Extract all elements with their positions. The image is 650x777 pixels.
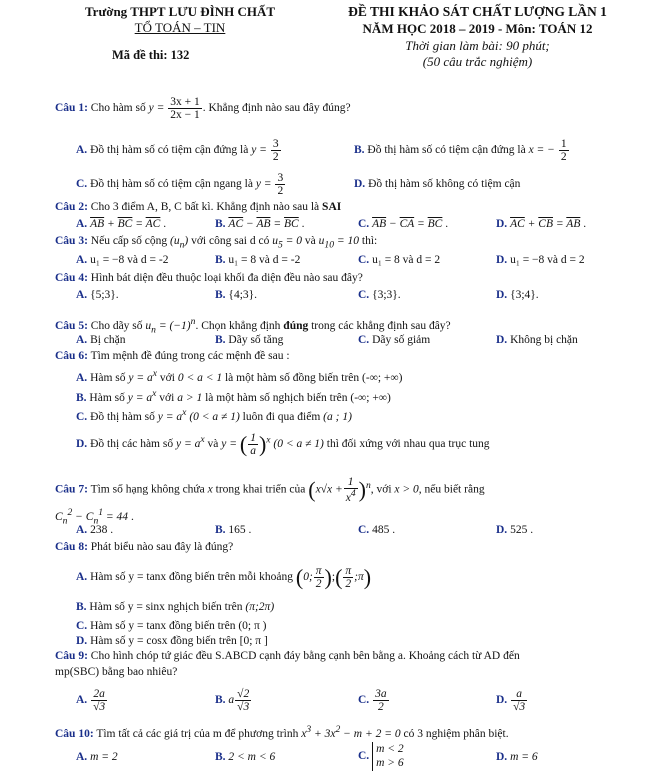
q1-post: . Khẳng định nào sau đây đúng? <box>202 102 351 115</box>
exam-year: NĂM HỌC 2018 – 2019 - Môn: TOÁN 12 <box>362 21 593 36</box>
q1-func-num: 3x + 1 <box>170 96 200 108</box>
q2-option-a[interactable]: A. $\overline{AB} + \overline{BC} = \overline{AC}$ . <box>76 218 167 230</box>
q5-option-d[interactable]: D. Không bị chặn <box>496 334 578 346</box>
q4-option-c[interactable]: C. {3;3}. <box>358 289 401 301</box>
q8-option-d[interactable]: D. Hàm số y = cosx đồng biến trên [0; π ] <box>76 635 268 647</box>
question-9: Câu 9: Cho hình chóp tứ giác đều S.ABCD cạnh đáy bằng cạnh bên bằng a. Khoảng cách từ AD đến <box>55 650 520 662</box>
exam-count: (50 câu trắc nghiệm) <box>422 54 533 69</box>
exam-code: Mã đề thi: 132 <box>112 48 190 62</box>
q6-option-c[interactable]: C. Đồ thị hàm số $y = a^x$ (0 < a ≠ 1) luôn đi qua điểm (a ; 1) <box>76 407 352 423</box>
q3-option-d[interactable]: D. u₁ = −8 và d = 2 <box>496 254 585 266</box>
q1-option-c[interactable]: C. Đồ thị hàm số có tiệm cận ngang là y = $\frac{3}{2}$ <box>76 172 284 198</box>
q1-func-den: 2x − 1 <box>170 109 200 122</box>
q9-option-c[interactable]: C. $\frac{3a}{2}$ <box>358 688 387 714</box>
q1-label: Câu 1: <box>55 102 88 115</box>
q8-option-b[interactable]: B. Hàm số y = sinx nghịch biến trên (π;2π) <box>76 601 275 613</box>
q1-pre: Cho hàm số <box>90 102 146 115</box>
question-10: Câu 10: Tìm tất cả các giá trị của m để phương trình $x^3 + 3x^2 - m + 2 = 0$ có 3 nghiệm phân biệt. <box>55 724 509 740</box>
q7-condition: $C_n^2 - C_n^1 = 44$ . <box>55 507 134 527</box>
q5-option-b[interactable]: B. Dãy số tăng <box>215 334 284 346</box>
q5-option-a[interactable]: A. Bị chặn <box>76 334 126 346</box>
question-1: Câu 1: Cho hàm số y = $\frac{3x + 1}{2x - 1}$ . Khẳng định nào sau đây đúng? <box>55 96 351 122</box>
exam-title: ĐỀ THI KHẢO SÁT CHẤT LƯỢNG LẦN 1 <box>348 4 607 19</box>
q9-option-b[interactable]: B. a $\frac{√2}{√3}$ <box>215 688 250 714</box>
q1-option-d[interactable]: D. Đồ thị hàm số không có tiệm cận <box>354 178 521 190</box>
q8-option-c[interactable]: C. Hàm số y = tanx đồng biến trên (0; π ) <box>76 620 267 632</box>
q4-option-d[interactable]: D. {3;4}. <box>496 289 539 301</box>
question-5: Câu 5: Cho dãy số $u_n = (-1)^n$. Chọn khẳng định đúng trong các khẳng định sau đây? <box>55 316 451 336</box>
question-6: Câu 6: Tìm mệnh đề đúng trong các mệnh đề sau : <box>55 350 290 362</box>
q10-option-b[interactable]: B. 2 < m < 6 <box>215 751 276 763</box>
q8-option-a[interactable]: A. Hàm số y = tanx đồng biến trên mỗi khoảng (0; $\frac{\pi}{2}$ );( $\frac{\pi}{2}$ ;π) <box>76 564 372 591</box>
question-4: Câu 4: Hình bát diện đều thuộc loại khối đa diện đều nào sau đây? <box>55 272 363 284</box>
q10-option-d[interactable]: D. m = 6 <box>496 751 538 763</box>
q5-option-c[interactable]: C. Dãy số giảm <box>358 334 431 346</box>
q2-option-c[interactable]: C. $\overline{AB} - \overline{CA} = \overline{BC}$ . <box>358 218 449 230</box>
q1-option-b[interactable]: B. Đồ thị hàm số có tiệm cận đứng là x = − $\frac{1}{2}$ <box>354 138 567 164</box>
q4-option-a[interactable]: A. {5;3}. <box>76 289 119 301</box>
q6-option-b[interactable]: B. Hàm số $y = a^x$ với a > 1 là một hàm số nghịch biến trên (-∞; +∞) <box>76 388 391 404</box>
q7-option-c[interactable]: C. 485 . <box>358 524 396 536</box>
q2-keyword: SAI <box>322 201 342 213</box>
q3-option-c[interactable]: C. u₁ = 8 và d = 2 <box>358 254 441 266</box>
q7-option-a[interactable]: A. 238 . <box>76 524 114 536</box>
q2-option-b[interactable]: B. $\overline{AC} - \overline{AB} = \overline{BC}$ . <box>215 218 305 230</box>
q6-option-d[interactable]: D. Đồ thị các hàm số $y = a^x$ và y = ( $\frac{1}{a}$ )$^x$ (0 < a ≠ 1) thì đối xứng với nhau qua trục tung <box>76 431 490 458</box>
question-7: Câu 7: Tìm số hạng không chứa x trong khai triển của (x√x + $\frac{1}{x^4}$ )$^n$, với x > 0, nếu biết rằng <box>55 476 485 504</box>
question-3: Câu 3: Nếu cấp số cộng $(u_n)$ với công sai d có $u_5 = 0$ và $u_{10} = 10$ thì: <box>55 235 378 251</box>
question-9-line2: mp(SBC) bằng bao nhiêu? <box>55 666 178 678</box>
q9-option-d[interactable]: D. $\frac{a}{√3}$ <box>496 688 526 714</box>
school-name: Trường THPT LƯU ĐÌNH CHẤT <box>84 4 276 19</box>
q7-option-d[interactable]: D. 525 . <box>496 524 534 536</box>
exam-time: Thời gian làm bài: 90 phút; <box>405 38 550 53</box>
q1-option-a[interactable]: A. Đồ thị hàm số có tiệm cận đứng là y = $\frac{3}{2}$ <box>76 138 279 164</box>
q6-option-a[interactable]: A. Hàm số $y = a^x$ với 0 < a < 1 là một hàm số đồng biến trên (-∞; +∞) <box>76 368 403 384</box>
q10-option-a[interactable]: A. m = 2 <box>76 751 118 763</box>
q3-option-b[interactable]: B. u₁ = 8 và d = -2 <box>215 254 301 266</box>
q9-option-a[interactable]: A. $\frac{2a}{√3}$ <box>76 688 106 714</box>
q7-option-b[interactable]: B. 165 . <box>215 524 252 536</box>
question-8: Câu 8: Phát biểu nào sau đây là đúng? <box>55 541 234 553</box>
q3-option-a[interactable]: A. u₁ = −8 và d = -2 <box>76 254 169 266</box>
q4-option-b[interactable]: B. {4;3}. <box>215 289 258 301</box>
department: TỔ TOÁN – TIN <box>134 20 226 35</box>
q10-option-c[interactable]: C. m < 2 m > 6 <box>358 743 404 770</box>
q2-option-d[interactable]: D. $\overline{AC} + \overline{CB} = \overline{AB}$ . <box>496 218 587 230</box>
question-2: Câu 2: Cho 3 điểm A, B, C bất kì. Khẳng định nào sau là SAI <box>55 201 342 213</box>
